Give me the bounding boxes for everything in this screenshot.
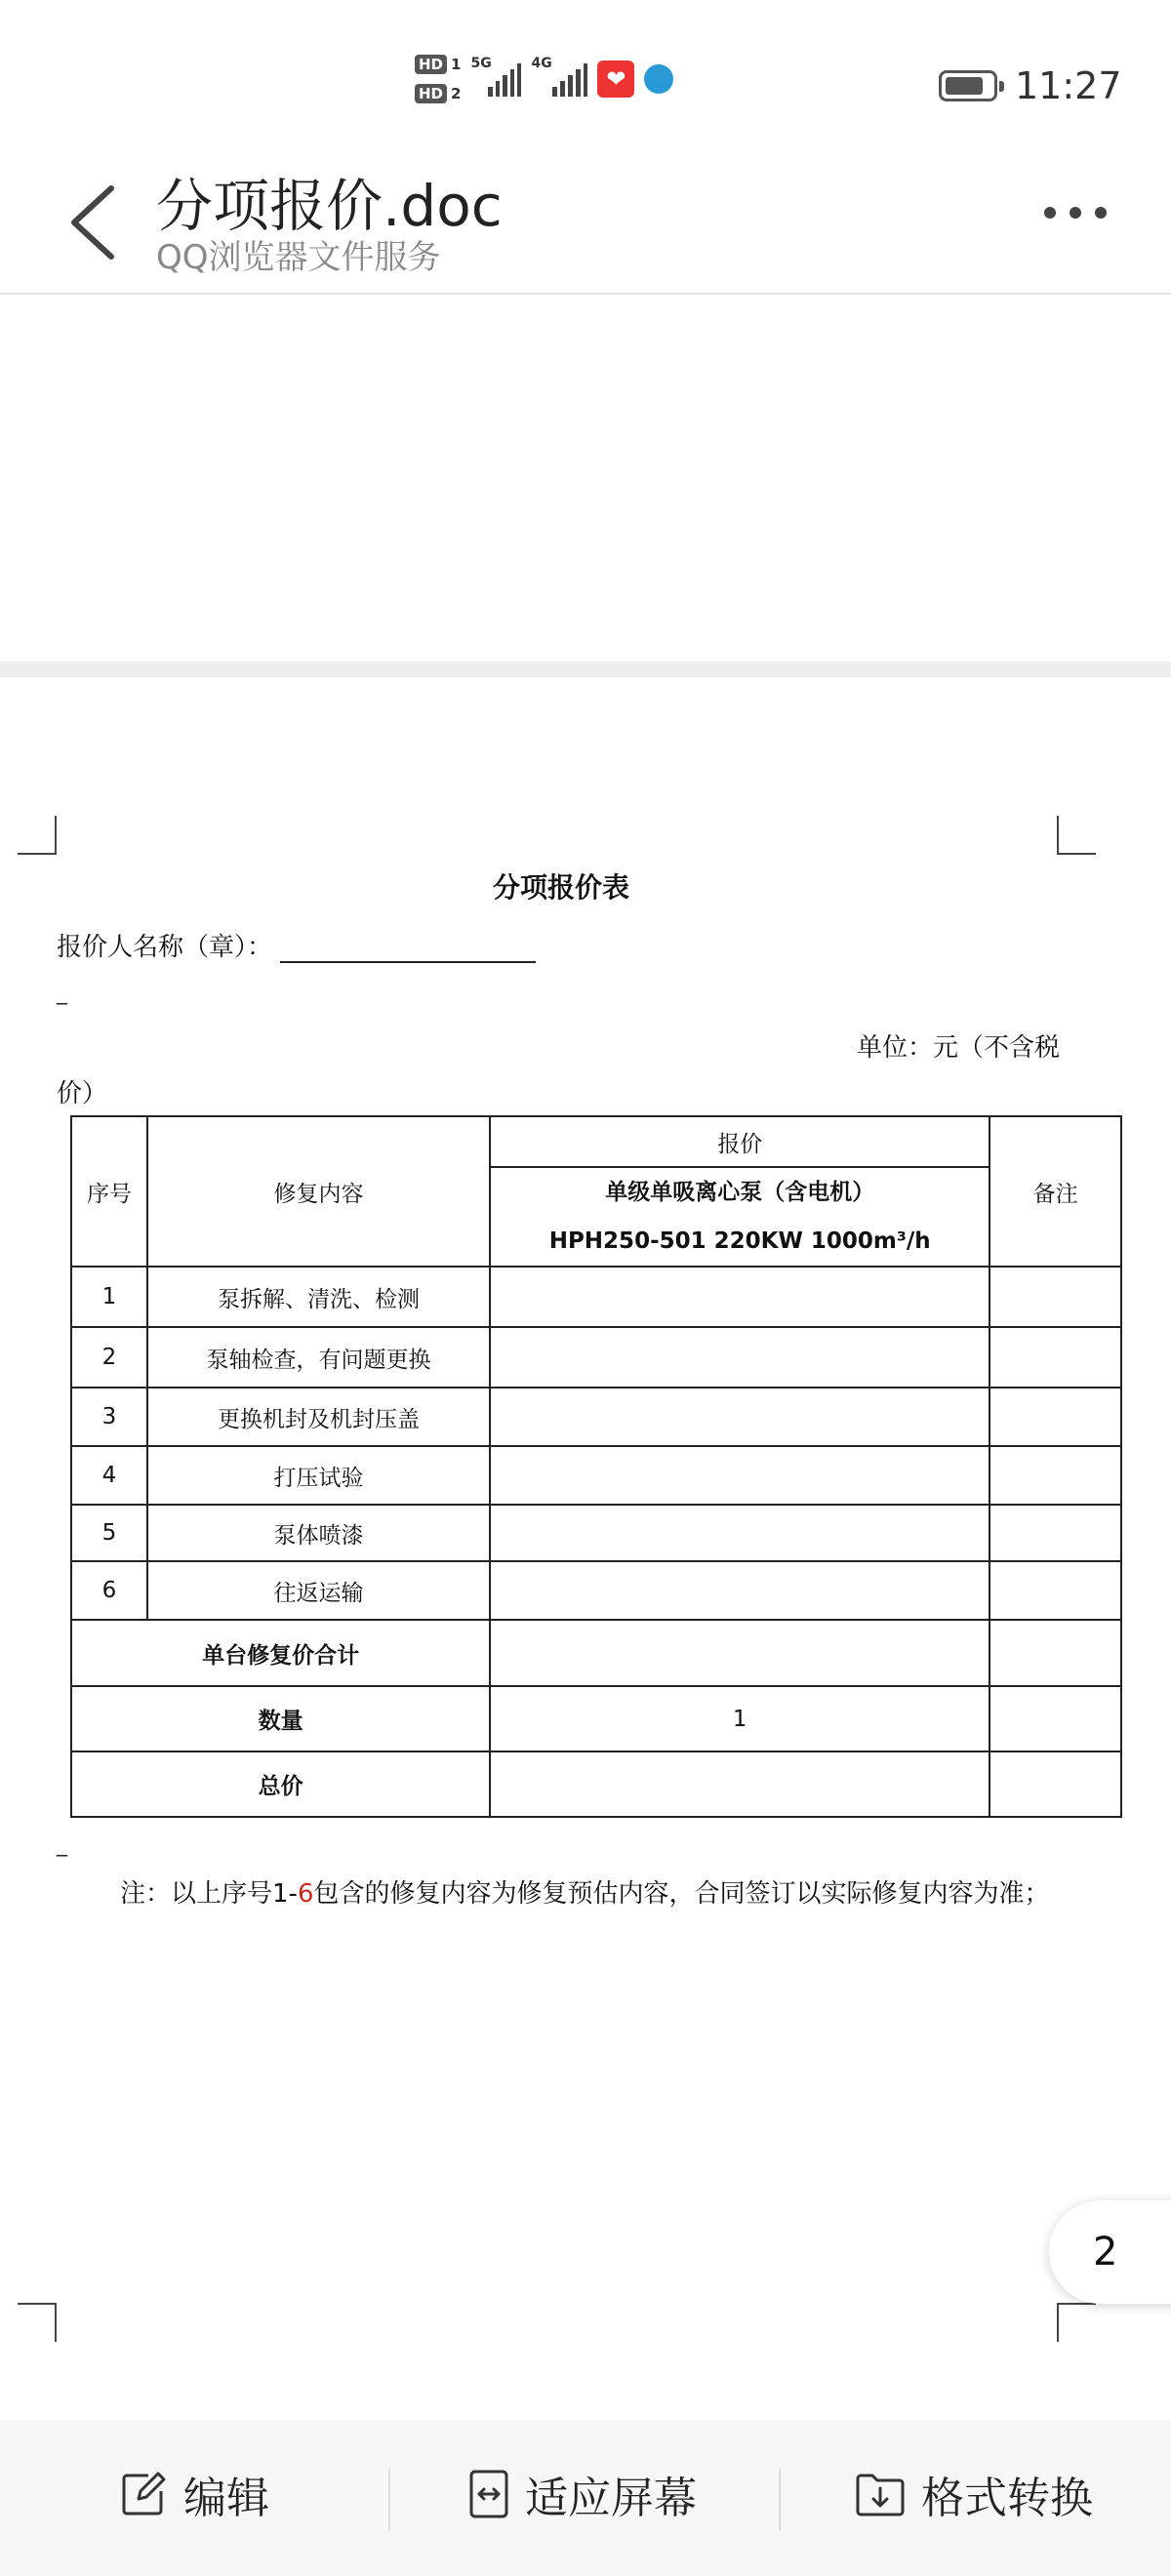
folder-download-icon <box>855 2471 906 2517</box>
signature-line <box>280 938 536 963</box>
footnote-text-rest: 包含的修复内容为修复预估内容，合同签订以实际修复内容为准； <box>313 1879 1050 1909</box>
back-arrow-icon[interactable] <box>61 179 129 266</box>
row-no: 6 <box>71 1561 147 1620</box>
more-options-icon[interactable] <box>1044 207 1107 219</box>
subtotal-label: 单台修复价合计 <box>71 1620 490 1686</box>
china-mobile-icon <box>644 64 673 94</box>
network-indicators <box>415 55 673 103</box>
quantity-remark <box>989 1686 1121 1751</box>
header-product <box>490 1167 989 1267</box>
app-notification-icon: ❤ <box>597 60 634 98</box>
row-content: 往返运输 <box>147 1561 490 1620</box>
page-separator <box>0 662 1171 677</box>
row-remark <box>989 1388 1121 1446</box>
row-remark <box>989 1561 1121 1620</box>
total-row <box>71 1751 1121 1817</box>
table-row <box>71 1446 1121 1505</box>
fit-screen-label: 适应屏幕 <box>525 2474 697 2523</box>
edit-icon <box>119 2470 168 2518</box>
table-row <box>71 1267 1121 1327</box>
row-price <box>490 1267 989 1327</box>
battery-icon <box>939 70 997 101</box>
subtotal-row <box>71 1620 1121 1686</box>
status-bar <box>0 0 1171 146</box>
row-no: 5 <box>71 1505 147 1561</box>
total-label: 总价 <box>71 1751 490 1817</box>
row-no: 4 <box>71 1446 147 1505</box>
document-source: QQ浏览器文件服务 <box>156 238 441 277</box>
unit-label-continued: 价） <box>57 1079 108 1108</box>
crop-mark-top-left <box>18 816 57 855</box>
footnote-text: 注：以上序号1- <box>120 1879 298 1909</box>
total-value <box>490 1751 989 1817</box>
table-row <box>71 1388 1121 1446</box>
quoter-label: 报价人名称（章）： <box>57 933 273 962</box>
document-title: 分项报价.doc <box>156 173 503 239</box>
clock: 11:27 <box>1015 64 1122 107</box>
row-price <box>490 1561 989 1620</box>
subtotal-value <box>490 1620 989 1686</box>
convert-format-label: 格式转换 <box>921 2474 1093 2523</box>
paragraph-mark: _ <box>57 1832 67 1857</box>
fit-screen-button[interactable] <box>468 2463 697 2525</box>
crop-mark-bottom-left <box>18 2303 57 2342</box>
product-name: 单级单吸离心泵（含电机） <box>605 1180 875 1205</box>
row-no: 2 <box>71 1327 147 1388</box>
form-title: 分项报价表 <box>492 871 629 904</box>
convert-format-button[interactable] <box>855 2463 1093 2525</box>
total-remark <box>989 1751 1121 1817</box>
title-bar <box>0 146 1171 295</box>
quantity-label: 数量 <box>71 1686 490 1751</box>
product-model: HPH250-501 220KW 1000m³/h <box>548 1228 931 1254</box>
crop-mark-bottom-right <box>1057 2303 1096 2342</box>
row-content: 泵轴检查，有问题更换 <box>147 1327 490 1388</box>
header-price: 报价 <box>490 1116 989 1167</box>
crop-mark-top-right <box>1057 816 1096 855</box>
row-price <box>490 1327 989 1388</box>
signal-4g-icon: 4G <box>531 61 587 97</box>
row-remark <box>989 1446 1121 1505</box>
row-content: 打压试验 <box>147 1446 490 1505</box>
table-row <box>71 1505 1121 1561</box>
header-content: 修复内容 <box>147 1116 490 1267</box>
footnote <box>120 1873 1050 1910</box>
row-content: 更换机封及机封压盖 <box>147 1388 490 1446</box>
row-price <box>490 1446 989 1505</box>
quoter-name-field <box>57 927 536 963</box>
row-remark <box>989 1327 1121 1388</box>
edit-label: 编辑 <box>183 2474 269 2523</box>
quote-table <box>70 1115 1122 1818</box>
paragraph-mark: _ <box>57 981 67 1005</box>
row-remark <box>989 1267 1121 1327</box>
row-no: 3 <box>71 1388 147 1446</box>
row-no: 1 <box>71 1267 147 1327</box>
unit-label: 单位：元（不含税 <box>857 1033 1061 1063</box>
toolbar-divider <box>388 2469 390 2531</box>
row-price <box>490 1505 989 1561</box>
sim2-indicator: HD 2 <box>415 84 461 103</box>
table-row <box>71 1327 1121 1388</box>
header-no: 序号 <box>71 1116 147 1267</box>
fit-screen-icon <box>468 2469 509 2519</box>
page-number-badge[interactable]: 2 <box>1049 2200 1171 2304</box>
signal-5g-icon: 5G <box>470 61 521 97</box>
row-price <box>490 1388 989 1446</box>
subtotal-remark <box>989 1620 1121 1686</box>
row-content: 泵拆解、清洗、检测 <box>147 1267 490 1327</box>
header-remark: 备注 <box>989 1116 1121 1267</box>
table-row <box>71 1561 1121 1620</box>
quantity-row <box>71 1686 1121 1751</box>
footnote-highlight: 6 <box>297 1879 314 1909</box>
quantity-value: 1 <box>490 1686 989 1751</box>
sim1-indicator: HD 1 <box>415 55 461 74</box>
toolbar-divider <box>779 2469 781 2531</box>
row-content: 泵体喷漆 <box>147 1505 490 1561</box>
row-remark <box>989 1505 1121 1561</box>
edit-button[interactable] <box>119 2463 269 2525</box>
bottom-toolbar <box>0 2420 1171 2576</box>
